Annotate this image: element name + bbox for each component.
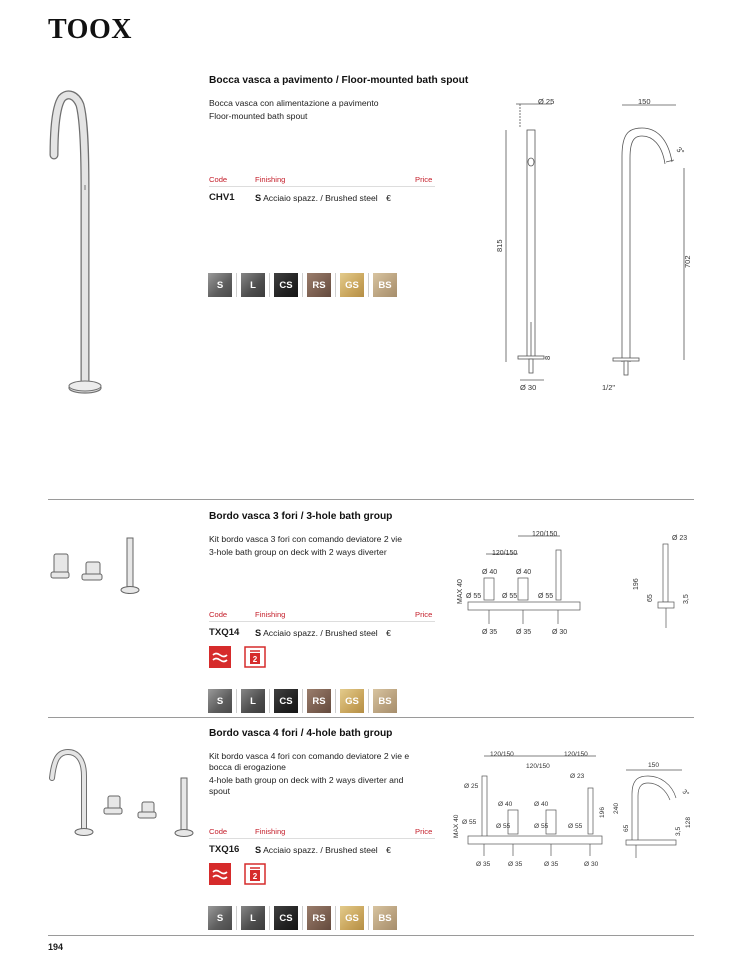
technical-drawing-chv1 (480, 92, 700, 402)
dim-d35b: Ø 35 (516, 629, 532, 636)
swatch-l[interactable]: L (241, 689, 265, 713)
dim-d23: Ø 23 (570, 773, 585, 780)
product-title: Bordo vasca 3 fori / 3-hole bath group (209, 511, 393, 522)
two-way-diverter-icon (244, 646, 266, 668)
thermostatic-icon (209, 646, 231, 668)
swatch-cs[interactable]: CS (274, 689, 298, 713)
finish-text: Acciaio spazz. / Brushed steel (263, 845, 378, 855)
product-image-4-hole-group (44, 746, 200, 842)
dim-d55c: Ø 55 (534, 823, 549, 830)
dim-d55a: Ø 55 (466, 593, 482, 600)
swatch-cs[interactable]: CS (274, 273, 298, 297)
swatch-rs[interactable]: RS (307, 273, 331, 297)
finish-row (255, 845, 391, 855)
dim-d35a: Ø 35 (476, 861, 491, 868)
dim-d55a: Ø 55 (462, 819, 477, 826)
dim-d35a: Ø 35 (482, 629, 498, 636)
dim-d40a: Ø 40 (498, 801, 513, 808)
finishing-header: Finishing (255, 827, 286, 836)
swatch-divider (236, 689, 237, 713)
section-divider (48, 499, 694, 500)
swatch-s[interactable]: S (208, 273, 232, 297)
product-code: TXQ14 (209, 627, 240, 638)
dim-w150: 150 (648, 762, 660, 769)
product-desc-en: Floor-mounted bath spout (209, 111, 308, 121)
dim-w150: 150 (638, 97, 651, 106)
dim-h196: 196 (599, 806, 606, 818)
finish-code: S (255, 628, 262, 638)
finishing-header: Finishing (255, 610, 286, 619)
finishing-header: Finishing (255, 175, 286, 184)
dim-d25: Ø 25 (538, 97, 555, 106)
dim-d40b: Ø 40 (516, 569, 532, 576)
technical-drawing-txq14 (448, 528, 698, 640)
swatch-divider (368, 273, 369, 297)
code-header: Code (209, 827, 228, 836)
dim-d40a: Ø 40 (482, 569, 498, 576)
swatch-divider (302, 273, 303, 297)
swatch-divider (368, 689, 369, 713)
swatch-rs[interactable]: RS (307, 906, 331, 930)
product-desc-en-1: 4-hole bath group on deck with 2 ways diverter and (209, 775, 404, 785)
finish-code: S (255, 845, 262, 855)
dim-h65: 65 (647, 594, 654, 602)
dim-d55b: Ø 55 (502, 593, 518, 600)
dim-w120b: 120/150 (532, 531, 558, 538)
table-header-rule (209, 186, 435, 187)
product-desc-it: Bocca vasca con alimentazione a pavimento (209, 98, 379, 108)
swatch-divider (335, 689, 336, 713)
dim-d30: Ø 30 (552, 629, 568, 636)
table-header-rule (209, 621, 435, 622)
product-code: CHV1 (209, 192, 235, 203)
dim-h35: 3,5 (675, 826, 682, 836)
price-header: Price (415, 827, 433, 836)
finish-swatches (208, 689, 397, 713)
brand-logo: TOOX (48, 14, 132, 45)
swatch-divider (368, 906, 369, 930)
dim-h240: 240 (613, 802, 620, 814)
swatch-divider (269, 906, 270, 930)
swatch-bs[interactable]: BS (373, 689, 397, 713)
dim-d23: Ø 23 (672, 535, 688, 542)
product-code: TXQ16 (209, 844, 240, 855)
dim-d25: Ø 25 (464, 783, 479, 790)
swatch-l[interactable]: L (241, 273, 265, 297)
product-title: Bordo vasca 4 fori / 4-hole bath group (209, 728, 393, 739)
product-desc-it: Kit bordo vasca 3 fori con comando deviatore 2 vie (209, 534, 402, 544)
dim-w120a: 120/150 (490, 751, 514, 758)
swatch-cs[interactable]: CS (274, 906, 298, 930)
finish-text: Acciaio spazz. / Brushed steel (263, 628, 378, 638)
thermostatic-icon (209, 863, 231, 885)
finish-row (255, 628, 391, 638)
finish-swatches (208, 273, 397, 297)
swatch-gs[interactable]: GS (340, 689, 364, 713)
dim-w120a: 120/150 (492, 550, 518, 557)
swatch-divider (236, 906, 237, 930)
dim-h815: 815 (495, 239, 504, 252)
swatch-divider (302, 906, 303, 930)
dim-d55c: Ø 55 (538, 593, 554, 600)
dim-angle: 3° (680, 788, 690, 798)
product-desc-it-2: bocca di erogazione (209, 762, 286, 772)
swatch-s[interactable]: S (208, 689, 232, 713)
dim-max40: MAX 40 (453, 814, 460, 838)
swatch-bs[interactable]: BS (373, 906, 397, 930)
finish-swatches (208, 906, 397, 930)
swatch-gs[interactable]: GS (340, 906, 364, 930)
swatch-divider (335, 273, 336, 297)
swatch-divider (236, 273, 237, 297)
finish-row (255, 193, 391, 203)
two-way-diverter-icon (244, 863, 266, 885)
dim-h128: 128 (685, 816, 692, 828)
dim-max40: MAX 40 (457, 579, 464, 604)
dim-h8: 8 (543, 355, 552, 360)
dim-d40b: Ø 40 (534, 801, 549, 808)
swatch-divider (335, 906, 336, 930)
dim-h65: 65 (623, 824, 630, 832)
dim-d30: Ø 30 (520, 383, 537, 392)
price-value: € (386, 845, 391, 855)
dim-h196: 196 (633, 578, 640, 590)
code-header: Code (209, 175, 228, 184)
page-number: 194 (48, 942, 64, 952)
code-header: Code (209, 610, 228, 619)
svg-text:2: 2 (252, 655, 258, 664)
dim-thread: 1/2" (602, 383, 616, 392)
section-divider (48, 717, 694, 718)
product-image-floor-spout (40, 90, 130, 410)
dim-d35c: Ø 35 (544, 861, 559, 868)
dim-d55b: Ø 55 (496, 823, 511, 830)
technical-drawing-txq16 (446, 748, 698, 872)
svg-text:2: 2 (252, 872, 258, 881)
swatch-s[interactable]: S (208, 906, 232, 930)
swatch-divider (269, 689, 270, 713)
dim-angle: 3° (674, 145, 687, 157)
price-header: Price (415, 610, 433, 619)
dim-h702: 702 (683, 255, 692, 268)
finish-code: S (255, 193, 262, 203)
product-title: Bocca vasca a pavimento / Floor-mounted bath spout (209, 75, 469, 86)
product-desc-it-1: Kit bordo vasca 4 fori con comando deviatore 2 vie e (209, 751, 410, 761)
dim-d30: Ø 30 (584, 861, 599, 868)
dim-h35: 3,5 (683, 594, 690, 604)
swatch-divider (302, 689, 303, 713)
swatch-divider (269, 273, 270, 297)
swatch-gs[interactable]: GS (340, 273, 364, 297)
table-header-rule (209, 838, 435, 839)
footer-divider (48, 935, 694, 936)
price-header: Price (415, 175, 433, 184)
product-desc-en: 3-hole bath group on deck with 2 ways diverter (209, 547, 387, 557)
swatch-bs[interactable]: BS (373, 273, 397, 297)
dim-d55d: Ø 55 (568, 823, 583, 830)
product-image-3-hole-group (46, 530, 156, 602)
dim-w120c: 120/150 (564, 751, 588, 758)
dim-w120b: 120/150 (526, 763, 550, 770)
finish-text: Acciaio spazz. / Brushed steel (263, 193, 378, 203)
price-value: € (386, 193, 391, 203)
swatch-l[interactable]: L (241, 906, 265, 930)
price-value: € (386, 628, 391, 638)
dim-d35b: Ø 35 (508, 861, 523, 868)
swatch-rs[interactable]: RS (307, 689, 331, 713)
product-desc-en-2: spout (209, 786, 231, 796)
